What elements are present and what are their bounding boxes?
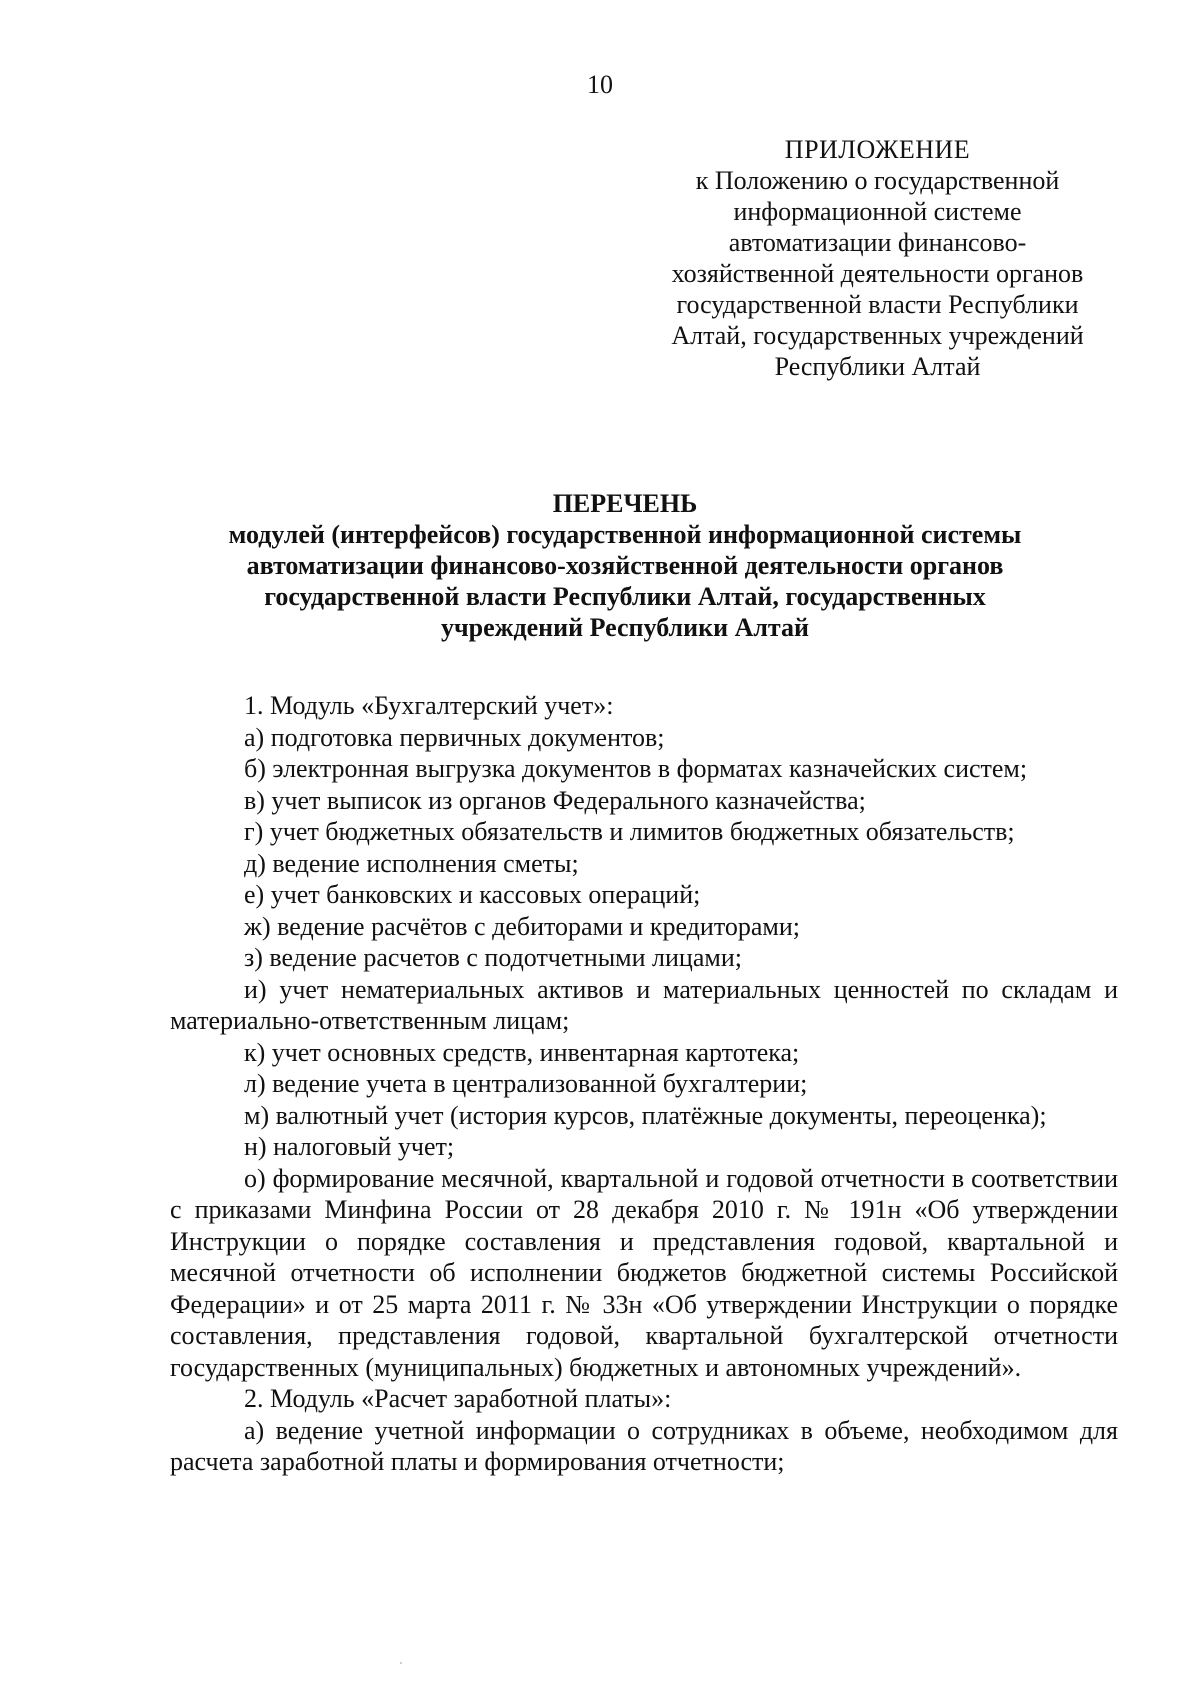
list-item: к) учет основных средств, инвентарная картотека; xyxy=(244,1037,800,1067)
appendix-line: к Положению о государственной xyxy=(695,166,1060,195)
list-item: о) формирование месячной, квартальной и годовой отчетности в соответствии с приказами Минфина России от 28 декабря 2010 г. № 191н «Об утверждении Инструкции о порядке составления и представления годовой, квартальной и месячной отчетности об исполнении бюджетов бюджетной системы Российской Федерации» и от 25 марта 2011 г. № 33н «Об утверждении Инструкции о порядке составления, представления годовой, квартальной бухгалтерской отчетности государственных (муниципальных) бюджетных и автономных учреждений». xyxy=(170,1163,1118,1382)
appendix-line: автоматизации финансово- xyxy=(728,228,1027,257)
appendix-line: Республики Алтай xyxy=(774,352,981,381)
heading-line: учреждений Республики Алтай xyxy=(440,613,810,642)
appendix-title: ПРИЛОЖЕНИЕ xyxy=(784,135,971,164)
list-item: н) налоговый учет; xyxy=(244,1132,455,1161)
list-item: ж) ведение расчётов с дебиторами и кредиторами; xyxy=(244,911,800,941)
list-item: а) подготовка первичных документов; xyxy=(244,722,665,752)
list-item: е) учет банковских и кассовых операций; xyxy=(244,880,701,909)
list-item: д) ведение исполнения сметы; xyxy=(244,848,579,878)
list-item: и) учет нематериальных активов и материальных ценностей по складам и материально-ответственным лицам; xyxy=(170,974,1118,1035)
list-item: 2. Модуль «Расчет заработной платы»: xyxy=(244,1384,672,1413)
heading-line: автоматизации финансово-хозяйственной деятельности органов xyxy=(246,551,1004,580)
list-item: м) валютный учет (история курсов, платёжные документы, переоценка); xyxy=(244,1100,1047,1130)
appendix-line: Алтай, государственных учреждений xyxy=(671,321,1084,350)
scan-speck xyxy=(400,1662,402,1664)
list-item: л) ведение учета в централизованной бухгалтерии; xyxy=(244,1069,808,1098)
list-item: б) электронная выгрузка документов в форматах казначейских систем; xyxy=(244,754,1028,783)
module-list xyxy=(170,690,1118,1478)
heading-line: государственной власти Республики Алтай, государственных xyxy=(264,582,986,611)
page-number: 10 xyxy=(587,70,613,99)
appendix-line: хозяйственной деятельности органов xyxy=(671,259,1084,288)
appendix-line: государственной власти Республики xyxy=(676,290,1079,319)
document-heading xyxy=(150,488,1100,643)
heading-line: модулей (интерфейсов) государственной информационной системы xyxy=(228,520,1022,549)
list-item: 1. Модуль «Бухгалтерский учет»: xyxy=(244,691,614,720)
list-item: в) учет выписок из органов Федерального казначейства; xyxy=(244,785,866,815)
list-item: г) учет бюджетных обязательств и лимитов бюджетных обязательств; xyxy=(244,817,1015,846)
heading-title: ПЕРЕЧЕНЬ xyxy=(552,489,698,518)
appendix-line: информационной системе xyxy=(733,197,1022,226)
appendix-block xyxy=(645,134,1110,382)
list-item: а) ведение учетной информации о сотрудниках в объеме, необходимом для расчета заработной платы и формирования отчетности; xyxy=(170,1415,1118,1476)
list-item: з) ведение расчетов с подотчетными лицами; xyxy=(244,943,742,972)
